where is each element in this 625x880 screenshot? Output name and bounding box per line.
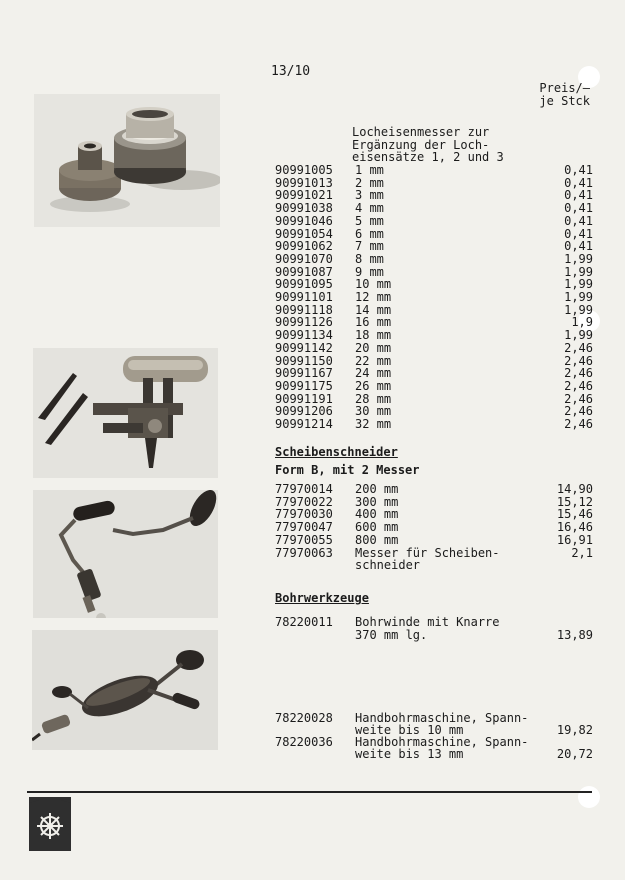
- section1-title-line1: Locheisenmesser zur: [352, 125, 490, 139]
- punch-hole-bottom: [578, 786, 600, 808]
- item-code: 78220028: [275, 711, 333, 725]
- table-row: [275, 253, 593, 266]
- item-price: 1,99: [564, 302, 593, 317]
- table-row: [275, 534, 593, 547]
- photo-bit-brace: [33, 490, 218, 618]
- item-size: 28 mm: [355, 391, 392, 406]
- item-size: 9 mm: [355, 264, 384, 279]
- item-size: 300 mm: [355, 494, 399, 509]
- item-code: 77970047: [275, 520, 333, 535]
- table-row: [275, 202, 593, 215]
- item-code: 90991095: [275, 277, 333, 292]
- item-size: 30 mm: [355, 404, 392, 419]
- item-code: 78220036: [275, 735, 333, 749]
- item-code: 90991142: [275, 340, 333, 355]
- item-price: 1,99: [564, 277, 593, 292]
- table-row: [275, 545, 593, 573]
- item-size: 400 mm: [355, 507, 399, 522]
- item-price: 0,41: [564, 163, 593, 177]
- item-desc-line1: Handbohrmaschine, Spann-: [355, 735, 529, 749]
- item-price: 1,99: [564, 264, 593, 279]
- price-header-line2: je Stck: [539, 94, 590, 108]
- item-size: Messer für Scheiben-: [355, 545, 500, 560]
- table-row: [275, 367, 593, 380]
- item-size: 12 mm: [355, 290, 392, 304]
- item-code: 90991167: [275, 366, 333, 381]
- item-code: 90991118: [275, 302, 333, 317]
- item-code: 90991005: [275, 163, 333, 177]
- photo-punch-dies: [34, 94, 220, 227]
- item-size: 20 mm: [355, 340, 392, 355]
- page-number: 13/10: [271, 64, 311, 79]
- item-code: 90991021: [275, 188, 333, 203]
- section2-title: Scheibenschneider: [275, 445, 398, 459]
- item-size-line2: schneider: [355, 558, 421, 573]
- item-code: 90991101: [275, 290, 333, 304]
- section2-subtitle: Form B, mit 2 Messer: [275, 463, 420, 477]
- item-price: 15,12: [556, 494, 593, 509]
- item-size: 800 mm: [355, 532, 399, 547]
- item-price: 1,99: [564, 328, 593, 343]
- item-size: 5 mm: [355, 213, 384, 228]
- price-header-line1: Preis/—: [539, 81, 590, 95]
- item-size: 3 mm: [355, 188, 384, 203]
- item-price: 16,91: [556, 532, 593, 547]
- item-desc-line2: 370 mm lg.: [355, 628, 428, 642]
- item-code: 90991191: [275, 391, 333, 406]
- item-code: 90991087: [275, 264, 333, 279]
- item-code: 90991054: [275, 226, 333, 241]
- item-size: 8 mm: [355, 251, 384, 266]
- item-price: 14,90: [556, 482, 593, 496]
- item-code: 77970022: [275, 494, 333, 509]
- item-code: 90991175: [275, 378, 333, 393]
- photo-disc-cutter: [33, 348, 218, 478]
- table-row: [275, 329, 593, 342]
- item-size: 24 mm: [355, 366, 392, 381]
- item-price: 0,41: [564, 175, 593, 190]
- photo-hand-drill: [32, 630, 218, 750]
- item-price: 2,46: [564, 404, 593, 419]
- item-price: 0,41: [564, 201, 593, 216]
- item-size: 22 mm: [355, 353, 392, 368]
- item-desc-line2: weite bis 10 mm: [355, 723, 464, 737]
- item-size: 6 mm: [355, 226, 384, 241]
- section1-title: [352, 126, 504, 164]
- item-size: 32 mm: [355, 417, 392, 431]
- item-size: 4 mm: [355, 201, 384, 216]
- item-price: 2,46: [564, 353, 593, 368]
- table-row: [275, 483, 593, 496]
- section1-title-line3: eisensätze 1, 2 und 3: [352, 150, 504, 165]
- section1-title-line2: Ergänzung der Loch-: [352, 137, 490, 152]
- item-price: 0,41: [564, 226, 593, 241]
- table-row: [275, 342, 593, 355]
- item-price: 19,82: [556, 723, 593, 737]
- item-size: 26 mm: [355, 378, 392, 393]
- item-code: 90991013: [275, 175, 333, 190]
- item-price: 2,1: [571, 545, 593, 560]
- item-desc-line2: weite bis 13 mm: [355, 747, 464, 761]
- item-code: 90991150: [275, 353, 333, 368]
- item-size: 16 mm: [355, 315, 392, 330]
- table-row: [275, 291, 593, 304]
- item-code: 90991126: [275, 315, 333, 330]
- item-price: 2,46: [564, 391, 593, 406]
- item-price: 0,41: [564, 213, 593, 228]
- item-code: 90991214: [275, 417, 333, 431]
- table-row: [275, 240, 593, 253]
- item-price: 16,46: [556, 520, 593, 535]
- item-size: 200 mm: [355, 482, 399, 496]
- ship-wheel-logo: [29, 797, 71, 851]
- item-price: 2,46: [564, 340, 593, 355]
- item-code: 90991134: [275, 328, 333, 343]
- item-size: 1 mm: [355, 163, 384, 177]
- item-price: 1,9: [571, 315, 593, 330]
- table-row: [275, 521, 593, 534]
- price-header: [528, 82, 590, 108]
- item-size: 600 mm: [355, 520, 399, 535]
- item-size: 14 mm: [355, 302, 392, 317]
- table-row: [275, 164, 593, 177]
- item-price: 1,99: [564, 290, 593, 304]
- item-code: 90991206: [275, 404, 333, 419]
- section3-title: Bohrwerkzeuge: [275, 591, 369, 605]
- item-price: 15,46: [556, 507, 593, 522]
- item-price: 2,46: [564, 366, 593, 381]
- table-row: [275, 215, 593, 228]
- item-code: 78220011: [275, 615, 333, 629]
- item-code: 90991062: [275, 239, 333, 254]
- item-price: 0,41: [564, 239, 593, 254]
- item-code: 90991046: [275, 213, 333, 228]
- item-price: 1,99: [564, 251, 593, 266]
- item-desc-line1: Handbohrmaschine, Spann-: [355, 711, 529, 725]
- item-size: 2 mm: [355, 175, 384, 190]
- item-code: 90991070: [275, 251, 333, 266]
- table-row: [275, 380, 593, 393]
- item-price: 13,89: [556, 628, 593, 642]
- item-price: 20,72: [556, 747, 593, 761]
- item-size: 18 mm: [355, 328, 392, 343]
- item-code: 77970030: [275, 507, 333, 522]
- item-size: 10 mm: [355, 277, 392, 292]
- item-code: 77970063: [275, 545, 333, 560]
- item-price: 0,41: [564, 188, 593, 203]
- footer-rule: [27, 791, 592, 793]
- item-desc-line1: Bohrwinde mit Knarre: [355, 615, 500, 629]
- item-code: 77970055: [275, 532, 333, 547]
- item-size: 7 mm: [355, 239, 384, 254]
- item-code: 90991038: [275, 201, 333, 216]
- table-row: [275, 418, 593, 431]
- item-price: 2,46: [564, 417, 593, 431]
- item-code: 77970014: [275, 482, 333, 496]
- item-price: 2,46: [564, 378, 593, 393]
